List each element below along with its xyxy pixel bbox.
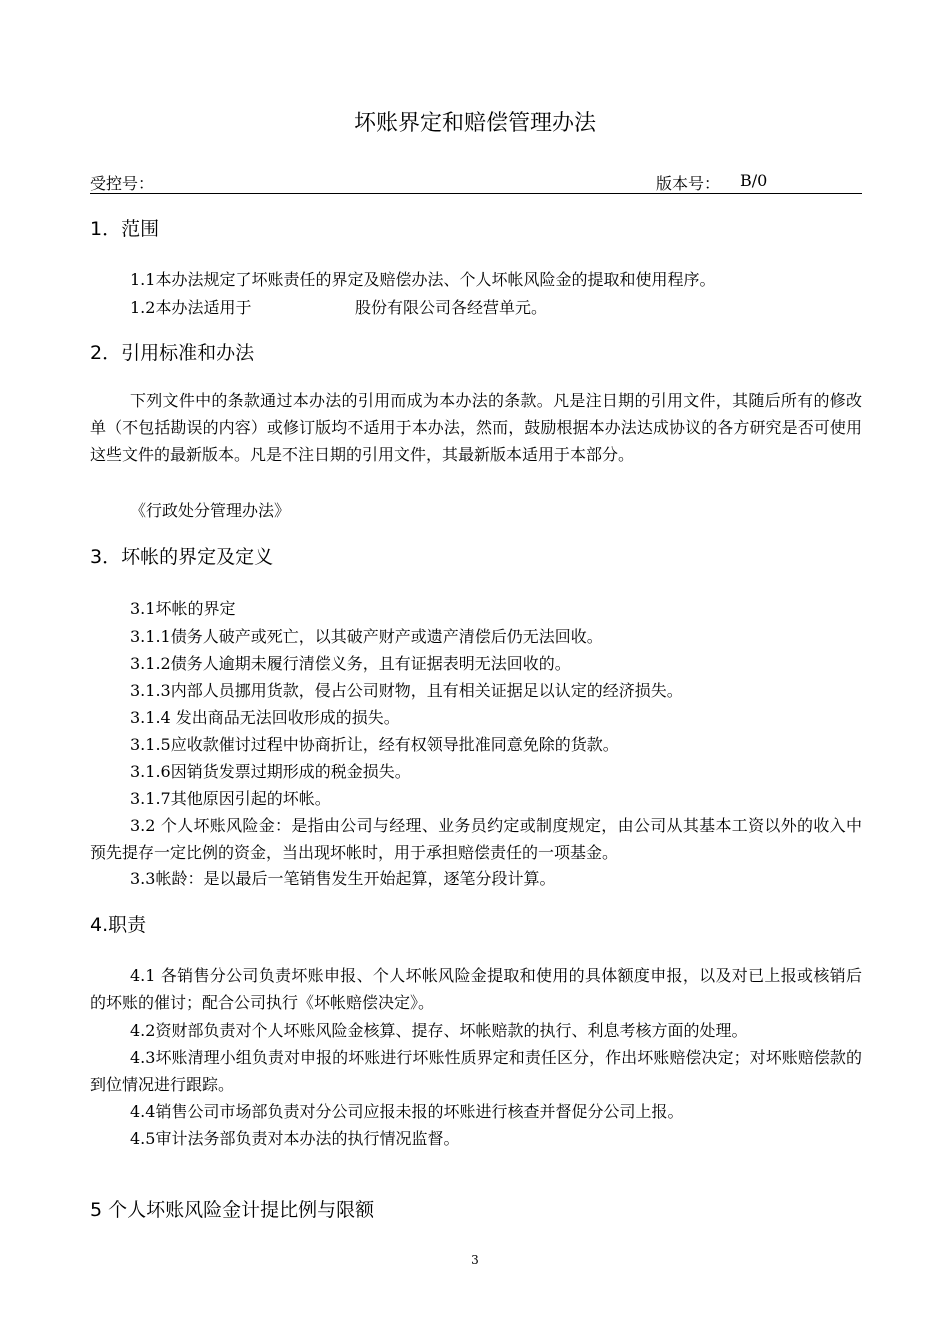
item-1-2-suffix: 股份有限公司各经营单元。 [355,298,548,317]
item-4-4: 4.4销售公司市场部负责对分公司应报未报的坏账进行核查并督促分公司上报。 [130,1102,684,1121]
section-4-heading: 4.职责 [90,914,147,936]
item-3-1-1: 3.1.1债务人破产或死亡，以其破产财产或遗产清偿后仍无法回收。 [130,627,603,646]
control-number-label: 受控号： [90,174,155,193]
header-divider [90,193,862,194]
paragraph-4-1: 4.1 各销售分公司负责坏账申报、个人坏帐风险金提取和使用的具体额度申报，以及对已上报或核销后的坏账的催讨；配合公司执行《坏帐赔偿决定》。 [90,966,862,1012]
item-3-1-6: 3.1.6因销货发票过期形成的税金损失。 [130,762,411,781]
item-1-2: 1.2本办法适用于 [130,298,252,317]
item-1-1: 1.1本办法规定了坏账责任的界定及赔偿办法、个人坏帐风险金的提取和使用程序。 [130,270,716,289]
section-1-heading: 1．范围 [90,218,160,240]
item-3-3: 3.3帐龄：是以最后一笔销售发生开始起算，逐笔分段计算。 [130,869,556,888]
section-2-heading: 2．引用标准和办法 [90,342,255,364]
item-3-1-4: 3.1.4 发出商品无法回收形成的损失。 [130,708,400,727]
paragraph-3-2: 3.2 个人坏账风险金：是指由公司与经理、业务员约定或制度规定，由公司从其基本工资以外的收入中预先提存一定比例的资金，当出现坏帐时，用于承担赔偿责任的一项基金。 [90,816,862,862]
version-value: B/0 [740,171,768,190]
item-3-1-3: 3.1.3内部人员挪用货款，侵占公司财物，且有相关证据足以认定的经济损失。 [130,681,683,700]
reference-document: 《行政处分管理办法》 [130,501,291,520]
item-3-1-2: 3.1.2债务人逾期未履行清偿义务，且有证据表明无法回收的。 [130,654,571,673]
paragraph-4-3: 4.3坏账清理小组负责对申报的坏账进行坏账性质界定和责任区分，作出坏账赔偿决定；对坏账赔偿款的到位情况进行跟踪。 [90,1048,862,1094]
section-2-paragraph: 下列文件中的条款通过本办法的引用而成为本办法的条款。凡是注日期的引用文件，其随后所有的修改单（不包括勘误的内容）或修订版均不适用于本办法，然而，鼓励根据本办法达成协议的各方研究是否可使用这些文件的最新版本。凡是不注日期的引用文件，其最新版本适用于本部分。 [90,391,862,464]
item-3-1: 3.1坏帐的界定 [130,599,236,618]
page-number: 3 [471,1253,479,1267]
item-4-5: 4.5审计法务部负责对本办法的执行情况监督。 [130,1129,460,1148]
section-3-heading: 3．坏帐的界定及定义 [90,546,274,568]
item-4-2: 4.2资财部负责对个人坏账风险金核算、提存、坏帐赔款的执行、利息考核方面的处理。 [130,1021,748,1040]
document-title: 坏账界定和赔偿管理办法 [353,111,596,136]
version-label: 版本号： [656,174,721,193]
section-5-heading: 5 个人坏账风险金计提比例与限额 [90,1199,375,1221]
item-3-1-7: 3.1.7其他原因引起的坏帐。 [130,789,331,808]
item-3-1-5: 3.1.5应收款催讨过程中协商折让，经有权领导批准同意免除的货款。 [130,735,619,754]
